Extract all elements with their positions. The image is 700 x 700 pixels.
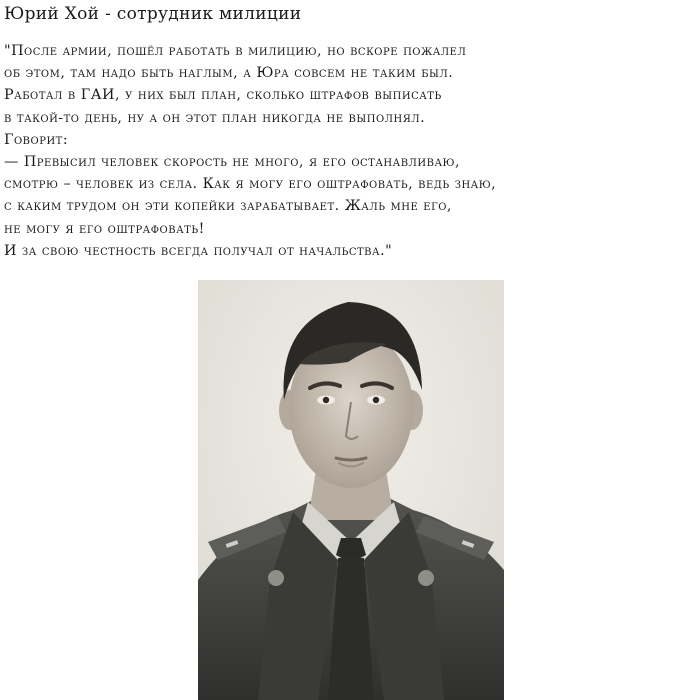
portrait-photo [198, 280, 504, 700]
page-title: Юрий Хой - сотрудник милиции [4, 4, 302, 24]
quote-line: — Превысил человек скорость не много, я его останавливаю, [4, 154, 461, 171]
quote-line: не могу я его оштрафовать! [4, 220, 205, 237]
quote-line: Работал в ГАИ, у них был план, сколько штрафов выписать [4, 87, 442, 104]
quote-line: смотрю – человек из села. Как я могу его оштрафовать, ведь знаю, [4, 176, 497, 193]
quote-line: И за свою честность всегда получал от начальства." [4, 242, 393, 259]
quote-line: Говорит: [4, 131, 69, 148]
quote-text [4, 40, 694, 262]
portrait-illustration [198, 280, 504, 700]
quote-line: "После армии, пошёл работать в милицию, но вскоре пожалел [4, 43, 467, 59]
quote-line: с каким трудом он эти копейки зарабатывает. Жаль мне его, [4, 198, 452, 215]
quote-line: об этом, там надо быть наглым, а Юра совсем не таким был. [4, 65, 454, 82]
quote-line: в такой-то день, ну а он этот план никогда не выполнял. [4, 109, 426, 126]
